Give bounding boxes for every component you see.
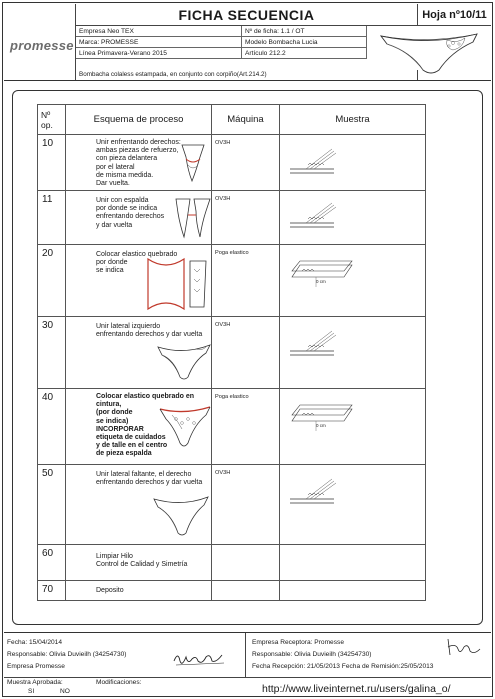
col-header-machine: Máquina	[212, 105, 280, 135]
sample-cell	[280, 245, 426, 317]
scheme-cell	[66, 317, 212, 389]
garment-piece-sketch	[144, 255, 210, 313]
machine-cell: Poga elastico	[212, 389, 280, 465]
process-text: Unir lateral izquierdo enfrentando derechos y dar vuelta	[96, 323, 203, 339]
col-header-sample: Muestra	[280, 105, 426, 135]
file-number-field: Nº de ficha: 1.1 / OT	[242, 26, 367, 37]
scheme-cell	[66, 545, 212, 581]
garment-piece-sketch	[174, 195, 212, 241]
sample-label: 0 cm	[316, 423, 326, 428]
garment-piece-sketch	[178, 141, 210, 185]
col-header-op: Nº op.	[38, 105, 66, 135]
op-number: 70	[38, 581, 66, 601]
article-field: Artículo 212.2	[242, 48, 367, 59]
footer-responsible: Responsable: Olivia Duvieilh (34254730)	[7, 651, 127, 658]
watermark-url: http://www.liveinternet.ru/users/galina_o/	[262, 683, 451, 695]
company-field: Empresa Neo TEX	[76, 26, 242, 37]
process-text: Deposito	[96, 587, 124, 594]
machine-cell: OV3H	[212, 191, 280, 245]
garment-piece-sketch	[158, 405, 212, 453]
table-row	[38, 135, 426, 191]
process-text: Unir lateral faltante, el derecho enfrentando derechos y dar vuelta	[96, 471, 203, 487]
op-number: 20	[38, 245, 66, 317]
footer-dates: Fecha Recepción: 21/05/2013 Fecha de Remisión:25/05/2013	[252, 663, 434, 670]
table-row	[38, 191, 426, 245]
col-header-scheme: Esquema de proceso	[66, 105, 212, 135]
modifications-label: Modificaciones:	[96, 679, 142, 686]
brand-logo: promesse	[10, 38, 74, 53]
scheme-cell	[66, 581, 212, 601]
machine-cell	[212, 581, 280, 601]
op-number: 11	[38, 191, 66, 245]
header-divider	[4, 80, 491, 81]
footer-company: Empresa Promesse	[7, 663, 65, 670]
seam-sample-sketch	[286, 395, 366, 445]
model-field: Modelo Bombacha Lucia	[242, 37, 367, 48]
table-row	[38, 317, 426, 389]
scheme-cell	[66, 389, 212, 465]
table-row	[38, 245, 426, 317]
approved-yes: SI	[28, 688, 35, 695]
footer-receiver: Empresa Receptora: Promesse	[252, 639, 344, 646]
table-row	[38, 389, 426, 465]
op-number: 30	[38, 317, 66, 389]
machine-cell: OV3H	[212, 135, 280, 191]
op-number: 50	[38, 465, 66, 545]
machine-cell: OV3H	[212, 465, 280, 545]
document-title: FICHA SECUENCIA	[76, 4, 418, 26]
table-row	[38, 581, 426, 601]
sheet-number: Hoja nº10/11	[418, 4, 491, 26]
approved-no: NO	[60, 688, 70, 695]
brand-field: Marca: PROMESSE	[76, 37, 242, 48]
process-text: Unir con espalda por donde se indica enfrentando derechos y dar vuelta	[96, 197, 165, 229]
scheme-cell	[66, 465, 212, 545]
seam-sample-sketch	[286, 143, 356, 183]
footer-divider	[245, 633, 246, 677]
scheme-cell	[66, 191, 212, 245]
seam-sample-sketch	[286, 251, 366, 301]
signature-right	[444, 635, 484, 661]
op-number: 40	[38, 389, 66, 465]
footer-divider	[4, 677, 491, 678]
table-header-row	[38, 105, 426, 135]
seam-sample-sketch	[286, 473, 356, 513]
table-row	[38, 465, 426, 545]
seam-sample-sketch	[286, 325, 356, 365]
machine-cell: OV3H	[212, 317, 280, 389]
sample-cell	[280, 389, 426, 465]
line-field: Línea Primavera-Verano 2015	[76, 48, 242, 59]
process-text: Unir enfrentando derechos: ambas piezas de refuerzo, con pieza delantera por el lateral de misma medida. Dar vuelta.	[96, 139, 181, 188]
sample-cell	[280, 135, 426, 191]
sample-cell	[280, 545, 426, 581]
scheme-cell	[66, 135, 212, 191]
footer-responsible-right: Responsable: Olivia Duvieilh (34254730)	[252, 651, 372, 658]
sample-cell	[280, 465, 426, 545]
info-grid	[76, 26, 367, 70]
garment-sketch	[367, 26, 491, 80]
op-number: 10	[38, 135, 66, 191]
table-row	[38, 545, 426, 581]
garment-piece-sketch	[156, 341, 212, 383]
seam-sample-sketch	[286, 197, 356, 237]
logo-cell	[4, 4, 76, 80]
sample-cell	[280, 581, 426, 601]
machine-cell: Poga elastico	[212, 245, 280, 317]
process-text: Limpiar Hilo Control de Calidad y Simetría	[96, 553, 188, 569]
process-text: Colocar elastico quebrado por donde se indica	[96, 251, 178, 275]
footer-date: Fecha: 15/04/2014	[7, 639, 62, 646]
approved-label: Muestra Aprobada:	[7, 679, 63, 686]
process-text: Colocar elastico quebrado en cintura, (por donde se indica) INCORPORAR etiqueta de cuidados y de talle en el centro de pieza espalda	[96, 393, 195, 458]
sample-cell	[280, 191, 426, 245]
sequence-table	[37, 104, 426, 601]
description-field: Bombacha colaless estampada, en conjunto con corpiño(Art.214.2)	[76, 70, 418, 80]
machine-cell	[212, 545, 280, 581]
header	[4, 4, 491, 80]
signature-left	[170, 647, 230, 671]
op-number: 60	[38, 545, 66, 581]
sample-cell	[280, 317, 426, 389]
sample-label: 0 cm	[316, 279, 326, 284]
scheme-cell	[66, 245, 212, 317]
garment-piece-sketch	[152, 493, 210, 539]
